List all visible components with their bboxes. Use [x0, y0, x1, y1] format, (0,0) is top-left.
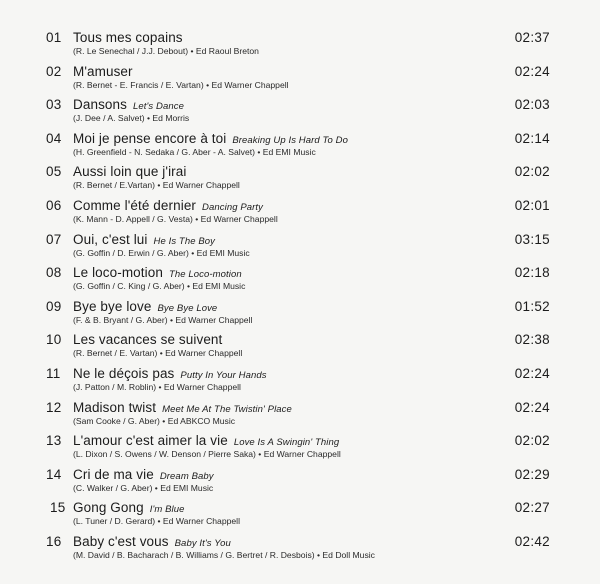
original-title: Love Is A Swingin' Thing	[233, 437, 340, 449]
original-title: Bye Bye Love	[157, 302, 218, 314]
track-duration: 02:02	[514, 164, 550, 180]
track-number: 03	[46, 97, 62, 113]
track-credits: (R. Bernet - E. Francis / E. Vartan) • Ed Warner Chappell	[73, 79, 289, 90]
track-row	[0, 63, 600, 97]
track-number: 07	[46, 231, 62, 247]
track-row	[0, 466, 600, 500]
track-number: 08	[46, 265, 62, 281]
track-title: Bye bye love	[73, 298, 152, 314]
track-number: 02	[46, 63, 62, 79]
track-number: 06	[46, 197, 62, 213]
track-credits: (H. Greenfield - N. Sedaka / G. Aber - A. Salvet) • Ed EMI Music	[73, 146, 316, 157]
track-row	[0, 197, 600, 231]
track-title: Tous mes copains	[73, 30, 183, 45]
original-title: Breaking Up Is Hard To Do	[232, 134, 349, 146]
track-number: 15	[50, 500, 66, 516]
track-credits: (J. Dee / A. Salvet) • Ed Morris	[73, 113, 190, 124]
track-number: 01	[46, 30, 62, 45]
track-row	[0, 331, 600, 365]
track-title: M'amuser	[73, 63, 133, 79]
track-row	[0, 298, 600, 332]
original-title: Dream Baby	[159, 470, 214, 482]
original-title: The Loco-motion	[168, 269, 242, 281]
track-credits: (G. Goffin / D. Erwin / G. Aber) • Ed EMI Music	[73, 247, 250, 258]
track-title: Les vacances se suivent	[73, 332, 223, 348]
track-duration: 01:52	[514, 298, 550, 314]
track-number: 12	[46, 399, 62, 415]
track-duration: 02:24	[514, 399, 550, 415]
track-title: Ne le déçois pas	[73, 365, 175, 381]
track-duration: 02:14	[514, 130, 550, 146]
track-duration: 02:24	[514, 63, 550, 79]
original-title: Putty In Your Hands	[180, 369, 267, 381]
track-duration: 02:18	[514, 265, 550, 281]
track-credits: (C. Walker / G. Aber) • Ed EMI Music	[73, 482, 214, 493]
track-credits: (R. Bernet / E.Vartan) • Ed Warner Chappell	[73, 180, 240, 191]
original-title: Dancing Party	[202, 201, 263, 213]
track-row	[0, 399, 600, 433]
track-title: Oui, c'est lui	[73, 231, 148, 247]
track-number: 10	[46, 332, 62, 348]
track-number: 05	[46, 164, 62, 180]
track-duration: 02:38	[514, 332, 550, 348]
original-title: Let's Dance	[132, 101, 184, 113]
track-duration: 03:15	[514, 231, 550, 247]
track-row	[0, 96, 600, 130]
track-credits: (G. Goffin / C. King / G. Aber) • Ed EMI Music	[73, 281, 246, 292]
track-duration: 02:42	[514, 533, 550, 549]
track-number: 16	[46, 533, 62, 549]
original-title: Meet Me At The Twistin' Place	[162, 403, 292, 415]
track-row	[0, 533, 600, 567]
track-duration: 02:02	[514, 433, 550, 449]
original-title: I'm Blue	[149, 504, 185, 516]
original-title: He Is The Boy	[153, 235, 216, 247]
track-number: 11	[46, 365, 61, 381]
track-row	[0, 432, 600, 466]
track-title: Gong Gong	[73, 500, 144, 516]
track-title: L'amour c'est aimer la vie	[73, 433, 228, 449]
track-credits: (J. Patton / M. Roblin) • Ed Warner Chappell	[73, 381, 241, 392]
track-duration: 02:29	[514, 466, 550, 482]
track-credits: (K. Mann - D. Appell / G. Vesta) • Ed Warner Chappell	[73, 213, 278, 224]
track-title: Madison twist	[73, 399, 157, 415]
track-row	[0, 130, 600, 164]
track-row	[0, 264, 600, 298]
track-credits: (Sam Cooke / G. Aber) • Ed ABKCO Music	[73, 415, 236, 426]
track-duration: 02:01	[514, 197, 550, 213]
track-title: Dansons	[73, 97, 127, 113]
track-credits: (M. David / B. Bacharach / B. Williams / G. Bertret / R. Desbois) • Ed Doll Music	[73, 549, 375, 560]
track-duration: 02:03	[514, 97, 550, 113]
track-number: 04	[46, 130, 62, 146]
track-number: 09	[46, 298, 62, 314]
track-title: Comme l'été dernier	[73, 197, 197, 213]
track-title: Cri de ma vie	[73, 466, 154, 482]
track-credits: (L. Dixon / S. Owens / W. Denson / Pierre Saka) • Ed Warner Chappell	[73, 449, 341, 460]
original-title: Baby It's You	[174, 537, 231, 549]
track-credits: (R. Bernet / E. Vartan) • Ed Warner Chappell	[73, 348, 243, 359]
track-row	[0, 231, 600, 265]
track-credits: (F. & B. Bryant / G. Aber) • Ed Warner Chappell	[73, 314, 253, 325]
track-number: 13	[46, 433, 62, 449]
track-title: Aussi loin que j'irai	[73, 164, 187, 180]
track-duration: 02:27	[514, 500, 550, 516]
track-credits: (R. Le Senechal / J.J. Debout) • Ed Raoul Breton	[73, 46, 259, 56]
track-duration: 02:24	[514, 365, 550, 381]
track-duration: 02:37	[514, 30, 550, 45]
track-title: Le loco-motion	[73, 265, 163, 281]
track-credits: (L. Tuner / D. Gerard) • Ed Warner Chappell	[73, 516, 240, 527]
track-title: Baby c'est vous	[73, 533, 169, 549]
track-row	[0, 365, 600, 399]
track-row	[0, 163, 600, 197]
track-title: Moi je pense encore à toi	[73, 130, 227, 146]
track-number: 14	[46, 466, 62, 482]
track-row	[0, 499, 600, 533]
track-row	[0, 30, 600, 63]
